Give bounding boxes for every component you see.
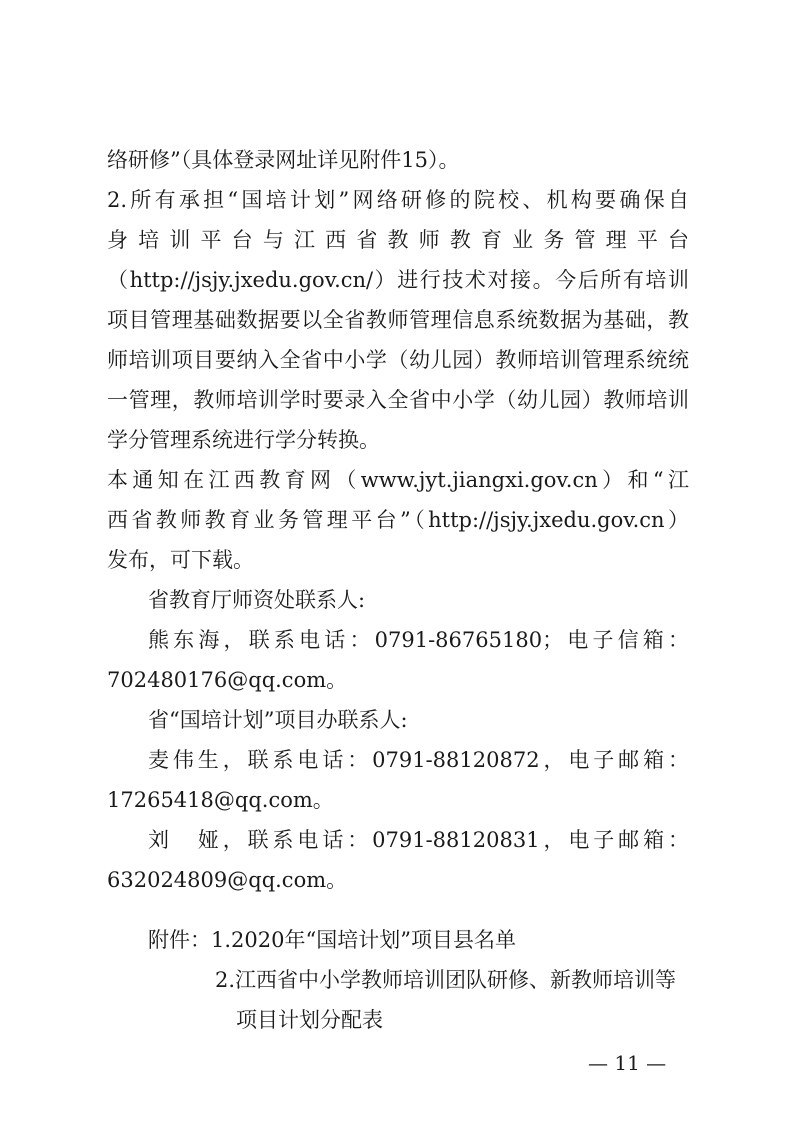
- item2-line-3: （http://jsjy.jxedu.gov.cn/）进行技术对接。今后所有培训: [107, 268, 689, 292]
- notice-line-1: 本通知在江西教育网（www.jyt.jiangxi.gov.cn）和“江: [107, 468, 689, 492]
- dept-contacts-heading: 省教育厅师资处联系人:: [148, 588, 366, 612]
- office-contact-2-line-1: 刘 娅，联系电话：0791-88120831，电子邮箱：: [148, 828, 689, 852]
- item2-line-5: 师培训项目要纳入全省中小学（幼儿园）教师培训管理系统统: [107, 348, 689, 372]
- item2-line-1: 2.所有承担“国培计划”网络研修的院校、机构要确保自: [107, 188, 689, 212]
- attachments-label-line: 附件：1.2020年“国培计划”项目县名单: [148, 928, 516, 952]
- item2-line-4: 项目管理基础数据要以全省教师管理信息系统数据为基础，教: [107, 308, 689, 332]
- item2-line-7: 学分管理系统进行学分转换。: [107, 428, 380, 452]
- item2-line-6: 一管理，教师培训学时要录入全省中小学（幼儿园）教师培训: [107, 388, 689, 412]
- page-number: — 11 —: [588, 1051, 667, 1075]
- office-contact-1-email: 17265418@qq.com。: [107, 788, 334, 812]
- office-contact-1-line-1: 麦伟生，联系电话：0791-88120872，电子邮箱：: [148, 748, 689, 772]
- office-contact-2-email: 632024809@qq.com。: [107, 868, 348, 892]
- attachment-2-line-1: 2.江西省中小学教师培训团队研修、新教师培训等: [215, 968, 677, 992]
- item2-line-2: 身培训平台与江西省教师教育业务管理平台: [107, 228, 689, 252]
- notice-line-3: 发布，可下载。: [107, 548, 254, 572]
- paragraph-tail: 络研修”（具体登录网址详见附件15）。: [107, 148, 460, 172]
- notice-line-2: 西省教师教育业务管理平台”（http://jsjy.jxedu.gov.cn）: [107, 508, 689, 532]
- attachment-2-line-2: 项目计划分配表: [236, 1008, 383, 1032]
- dept-contact-1-line-1: 熊东海，联系电话：0791-86765180；电子信箱：: [148, 628, 689, 652]
- office-contacts-heading: 省“国培计划”项目办联系人:: [148, 708, 408, 732]
- dept-contact-1-email: 702480176@qq.com。: [107, 668, 348, 692]
